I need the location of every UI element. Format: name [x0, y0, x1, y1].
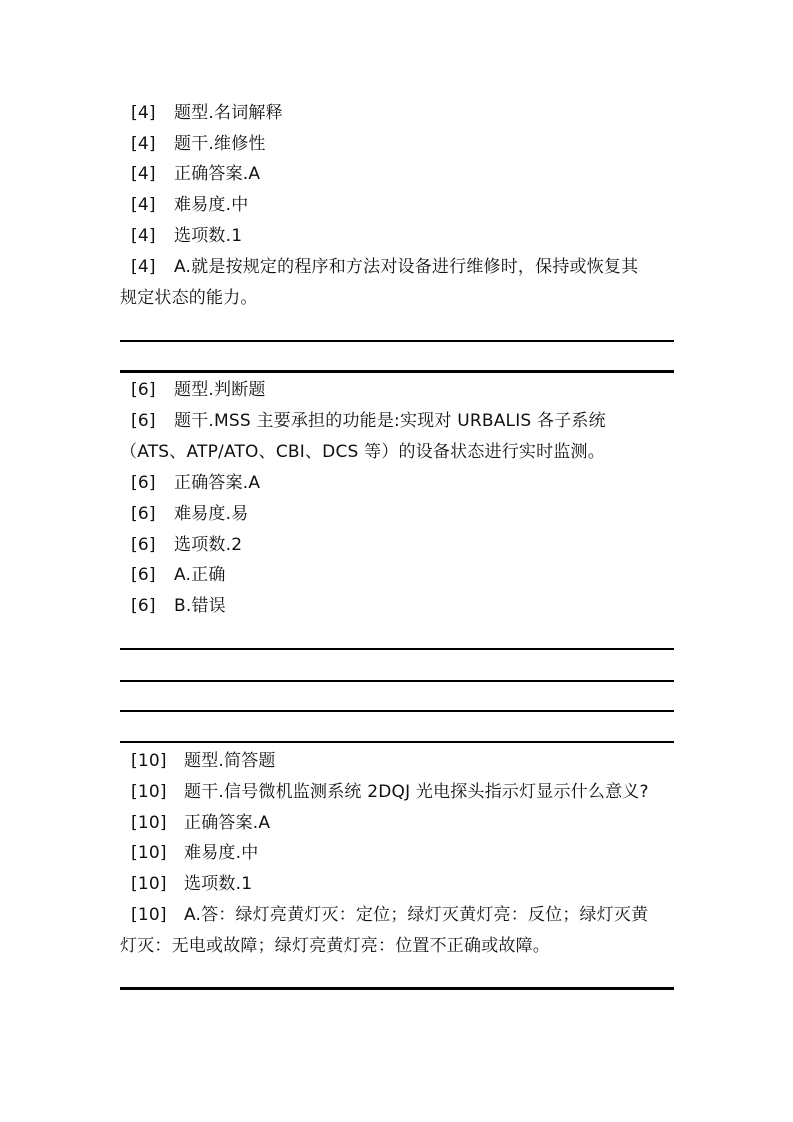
- q1-option-a-continuation: 规定状态的能力。: [120, 288, 258, 308]
- q2-difficulty: 难易度.易: [174, 504, 249, 524]
- q3-difficulty-line: [131, 843, 258, 863]
- q1-stem-line: [131, 134, 266, 154]
- q2-option-b-line: [131, 596, 226, 616]
- q1-tag: [4]: [131, 164, 156, 184]
- q2-answer: 正确答案.A: [174, 473, 261, 493]
- q2-option-a: A.正确: [174, 565, 226, 585]
- q3-tag: [10]: [131, 813, 167, 833]
- q1-option-count: 选项数.1: [174, 226, 243, 246]
- q2-tag: [6]: [131, 380, 156, 400]
- q1-tag: [4]: [131, 134, 156, 154]
- q3-tag: [10]: [131, 751, 167, 771]
- q3-option-a-line: [131, 905, 648, 925]
- q3-tag: [10]: [131, 843, 167, 863]
- q1-tag: [4]: [131, 103, 156, 123]
- q3-tag: [10]: [131, 874, 167, 894]
- q1-type-line: [131, 103, 283, 123]
- q2-option-count: 选项数.2: [174, 535, 243, 555]
- q2-tag: [6]: [131, 596, 156, 616]
- q1-option-count-line: [131, 226, 242, 246]
- divider: [120, 987, 674, 990]
- q3-option-count-line: [131, 874, 252, 894]
- q1-answer: 正确答案.A: [174, 164, 261, 184]
- q1-tag: [4]: [131, 257, 156, 277]
- q3-answer: 正确答案.A: [184, 813, 271, 833]
- q1-tag: [4]: [131, 195, 156, 215]
- q3-answer-line: [131, 813, 270, 833]
- q2-tag: [6]: [131, 411, 156, 431]
- q1-option-a: A.就是按规定的程序和方法对设备进行维修时，保持或恢复其: [174, 257, 639, 277]
- divider: [120, 648, 674, 650]
- q3-type-line: [131, 751, 276, 771]
- q3-stem-line: [131, 782, 649, 802]
- q1-answer-line: [131, 164, 260, 184]
- q3-option-a-continuation: 灯灭：无电或故障；绿灯亮黄灯亮：位置不正确或故障。: [120, 936, 550, 956]
- q2-stem-continuation: （ATS、ATP/ATO、CBI、DCS 等）的设备状态进行实时监测。: [120, 442, 605, 462]
- q3-difficulty: 难易度.中: [184, 843, 259, 863]
- q2-option-a-line: [131, 565, 226, 585]
- q2-stem-line: [131, 411, 606, 431]
- divider: [120, 710, 674, 712]
- q3-tag: [10]: [131, 905, 167, 925]
- q1-difficulty-line: [131, 195, 248, 215]
- q1-tag: [4]: [131, 226, 156, 246]
- divider: [120, 340, 674, 342]
- q3-tag: [10]: [131, 782, 167, 802]
- q2-answer-line: [131, 473, 260, 493]
- q2-tag: [6]: [131, 504, 156, 524]
- q1-type: 题型.名词解释: [174, 103, 283, 123]
- q1-option-a-line: [131, 257, 638, 277]
- q2-option-b: B.错误: [174, 596, 226, 616]
- divider: [120, 680, 674, 682]
- q1-stem: 题干.维修性: [174, 134, 266, 154]
- q2-difficulty-line: [131, 504, 248, 524]
- q2-option-count-line: [131, 535, 242, 555]
- q3-type: 题型.简答题: [184, 751, 276, 771]
- divider: [120, 370, 674, 373]
- q3-option-count: 选项数.1: [184, 874, 253, 894]
- q3-option-a: A.答：绿灯亮黄灯灭：定位；绿灯灭黄灯亮：反位；绿灯灭黄: [184, 905, 649, 925]
- q2-type: 题型.判断题: [174, 380, 266, 400]
- q2-tag: [6]: [131, 565, 156, 585]
- q2-tag: [6]: [131, 535, 156, 555]
- q2-stem: 题干.MSS 主要承担的功能是:实现对 URBALIS 各子系统: [174, 411, 606, 431]
- q3-stem: 题干.信号微机监测系统 2DQJ 光电探头指示灯显示什么意义?: [184, 782, 649, 802]
- q2-tag: [6]: [131, 473, 156, 493]
- q2-type-line: [131, 380, 266, 400]
- divider: [120, 741, 674, 743]
- q1-difficulty: 难易度.中: [174, 195, 249, 215]
